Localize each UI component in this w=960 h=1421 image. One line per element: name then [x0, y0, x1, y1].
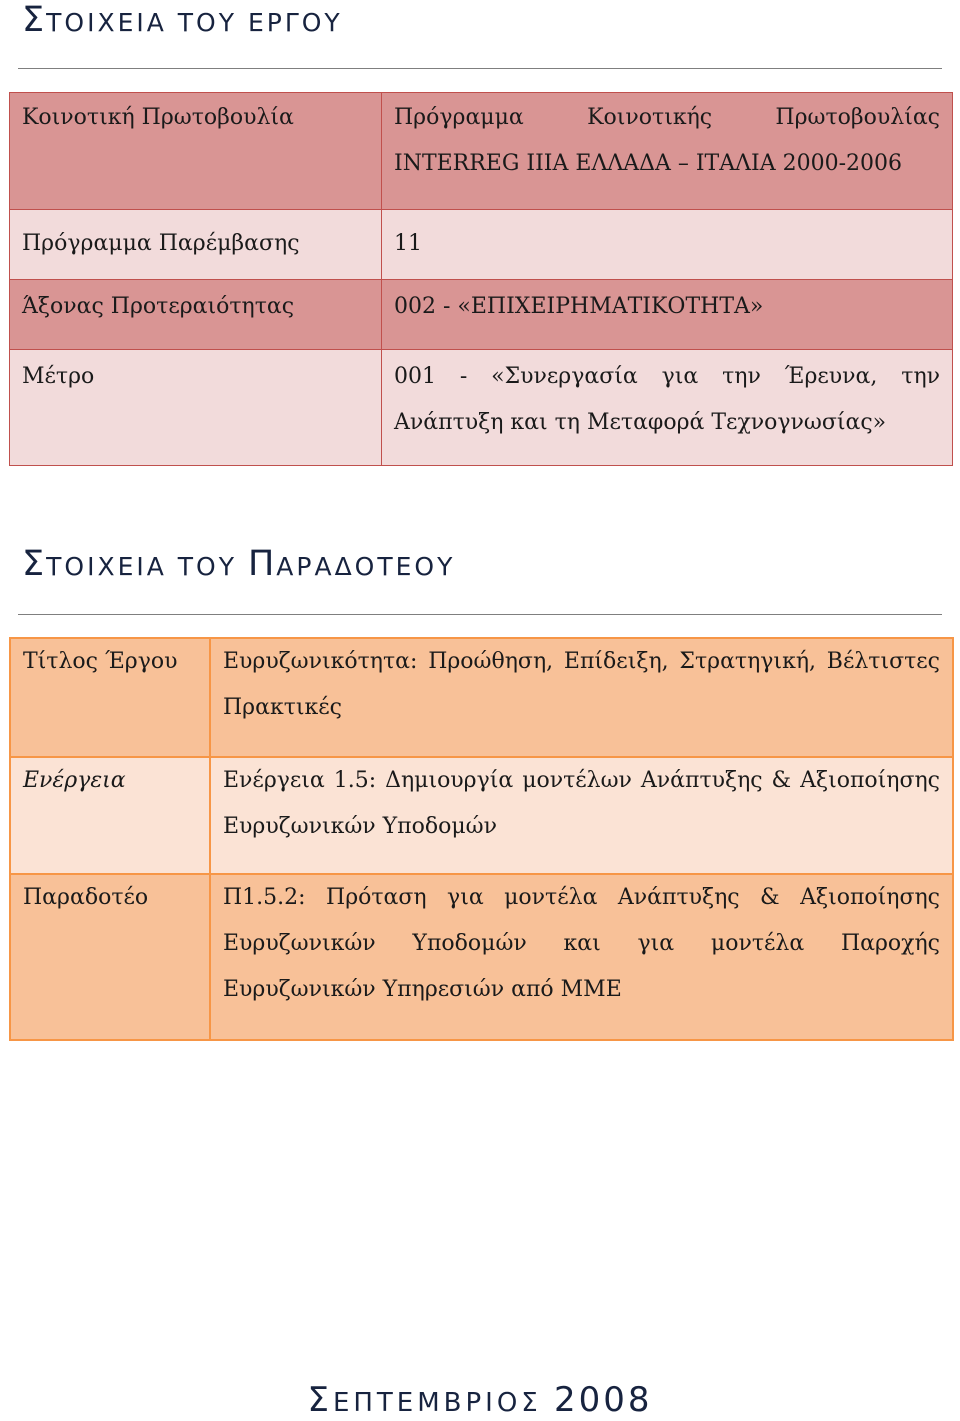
row-label-initiative: Κοινοτική Πρωτοβουλία: [10, 93, 382, 210]
project-section-heading: [22, 0, 343, 40]
row-label-deliverable: Παραδοτέο: [10, 874, 210, 1040]
row-label-project-title: Τίτλος Έργου: [10, 638, 210, 757]
project-info-table: [9, 92, 953, 466]
date-month: ΕΠΤΕΜΒΡΙΟΣ: [332, 1388, 542, 1418]
heading-rest: ΤΟΙΧΕΙΑ ΤΟΥ ΕΡΓΟΥ: [46, 8, 343, 37]
table-row: [10, 757, 953, 874]
table-row: [10, 210, 953, 280]
row-value-action: Ενέργεια 1.5: Δημιουργία μοντέλων Ανάπτυξης & Αξιοποίησης Ευρυζωνικών Υποδομών: [210, 757, 953, 874]
heading-divider: [18, 68, 942, 69]
row-value-priority-axis: 002 - «ΕΠΙΧΕΙΡΗΜΑΤΙΚΟΤΗΤΑ»: [382, 280, 953, 350]
row-value-initiative: Πρόγραμμα Κοινοτικής Πρωτοβουλίας INTERREG IIIA ΕΛΛΑΔΑ – ΙΤΑΛΙΑ 2000-2006: [382, 93, 953, 210]
date-initial: Σ: [307, 1380, 333, 1420]
row-label-measure: Μέτρο: [10, 350, 382, 466]
heading-initial: Σ: [22, 0, 47, 40]
table-row: [10, 874, 953, 1040]
table-row: [10, 280, 953, 350]
heading-rest: ΤΟΙΧΕΙΑ ΤΟΥ: [46, 552, 248, 581]
deliverable-info-table: [9, 637, 954, 1041]
document-date: [0, 1380, 960, 1420]
table-row: [10, 93, 953, 210]
heading-divider: [18, 614, 942, 615]
heading-rest-2: ΑΡΑΔΟΤΕΟΥ: [276, 552, 456, 581]
row-value-deliverable: Π1.5.2: Πρόταση για μοντέλα Ανάπτυξης & Αξιοποίησης Ευρυζωνικών Υποδομών και για μοντέλα Παροχής Ευρυζωνικών Υπηρεσιών από ΜΜΕ: [210, 874, 953, 1040]
table-row: [10, 350, 953, 466]
heading-initial-2: Π: [247, 544, 277, 584]
row-label-program: Πρόγραμμα Παρέμβασης: [10, 210, 382, 280]
deliverable-section-heading: [22, 544, 455, 584]
row-label-action: Ενέργεια: [10, 757, 210, 874]
table-row: [10, 638, 953, 757]
row-value-measure: 001 - «Συνεργασία για την Έρευνα, την Ανάπτυξη και τη Μεταφορά Τεχνογνωσίας»: [382, 350, 953, 466]
row-label-priority-axis: Άξονας Προτεραιότητας: [10, 280, 382, 350]
heading-initial: Σ: [22, 544, 47, 584]
date-year: 2008: [554, 1380, 653, 1420]
row-value-project-title: Ευρυζωνικότητα: Προώθηση, Επίδειξη, Στρατηγική, Βέλτιστες Πρακτικές: [210, 638, 953, 757]
row-value-program: 11: [382, 210, 953, 280]
